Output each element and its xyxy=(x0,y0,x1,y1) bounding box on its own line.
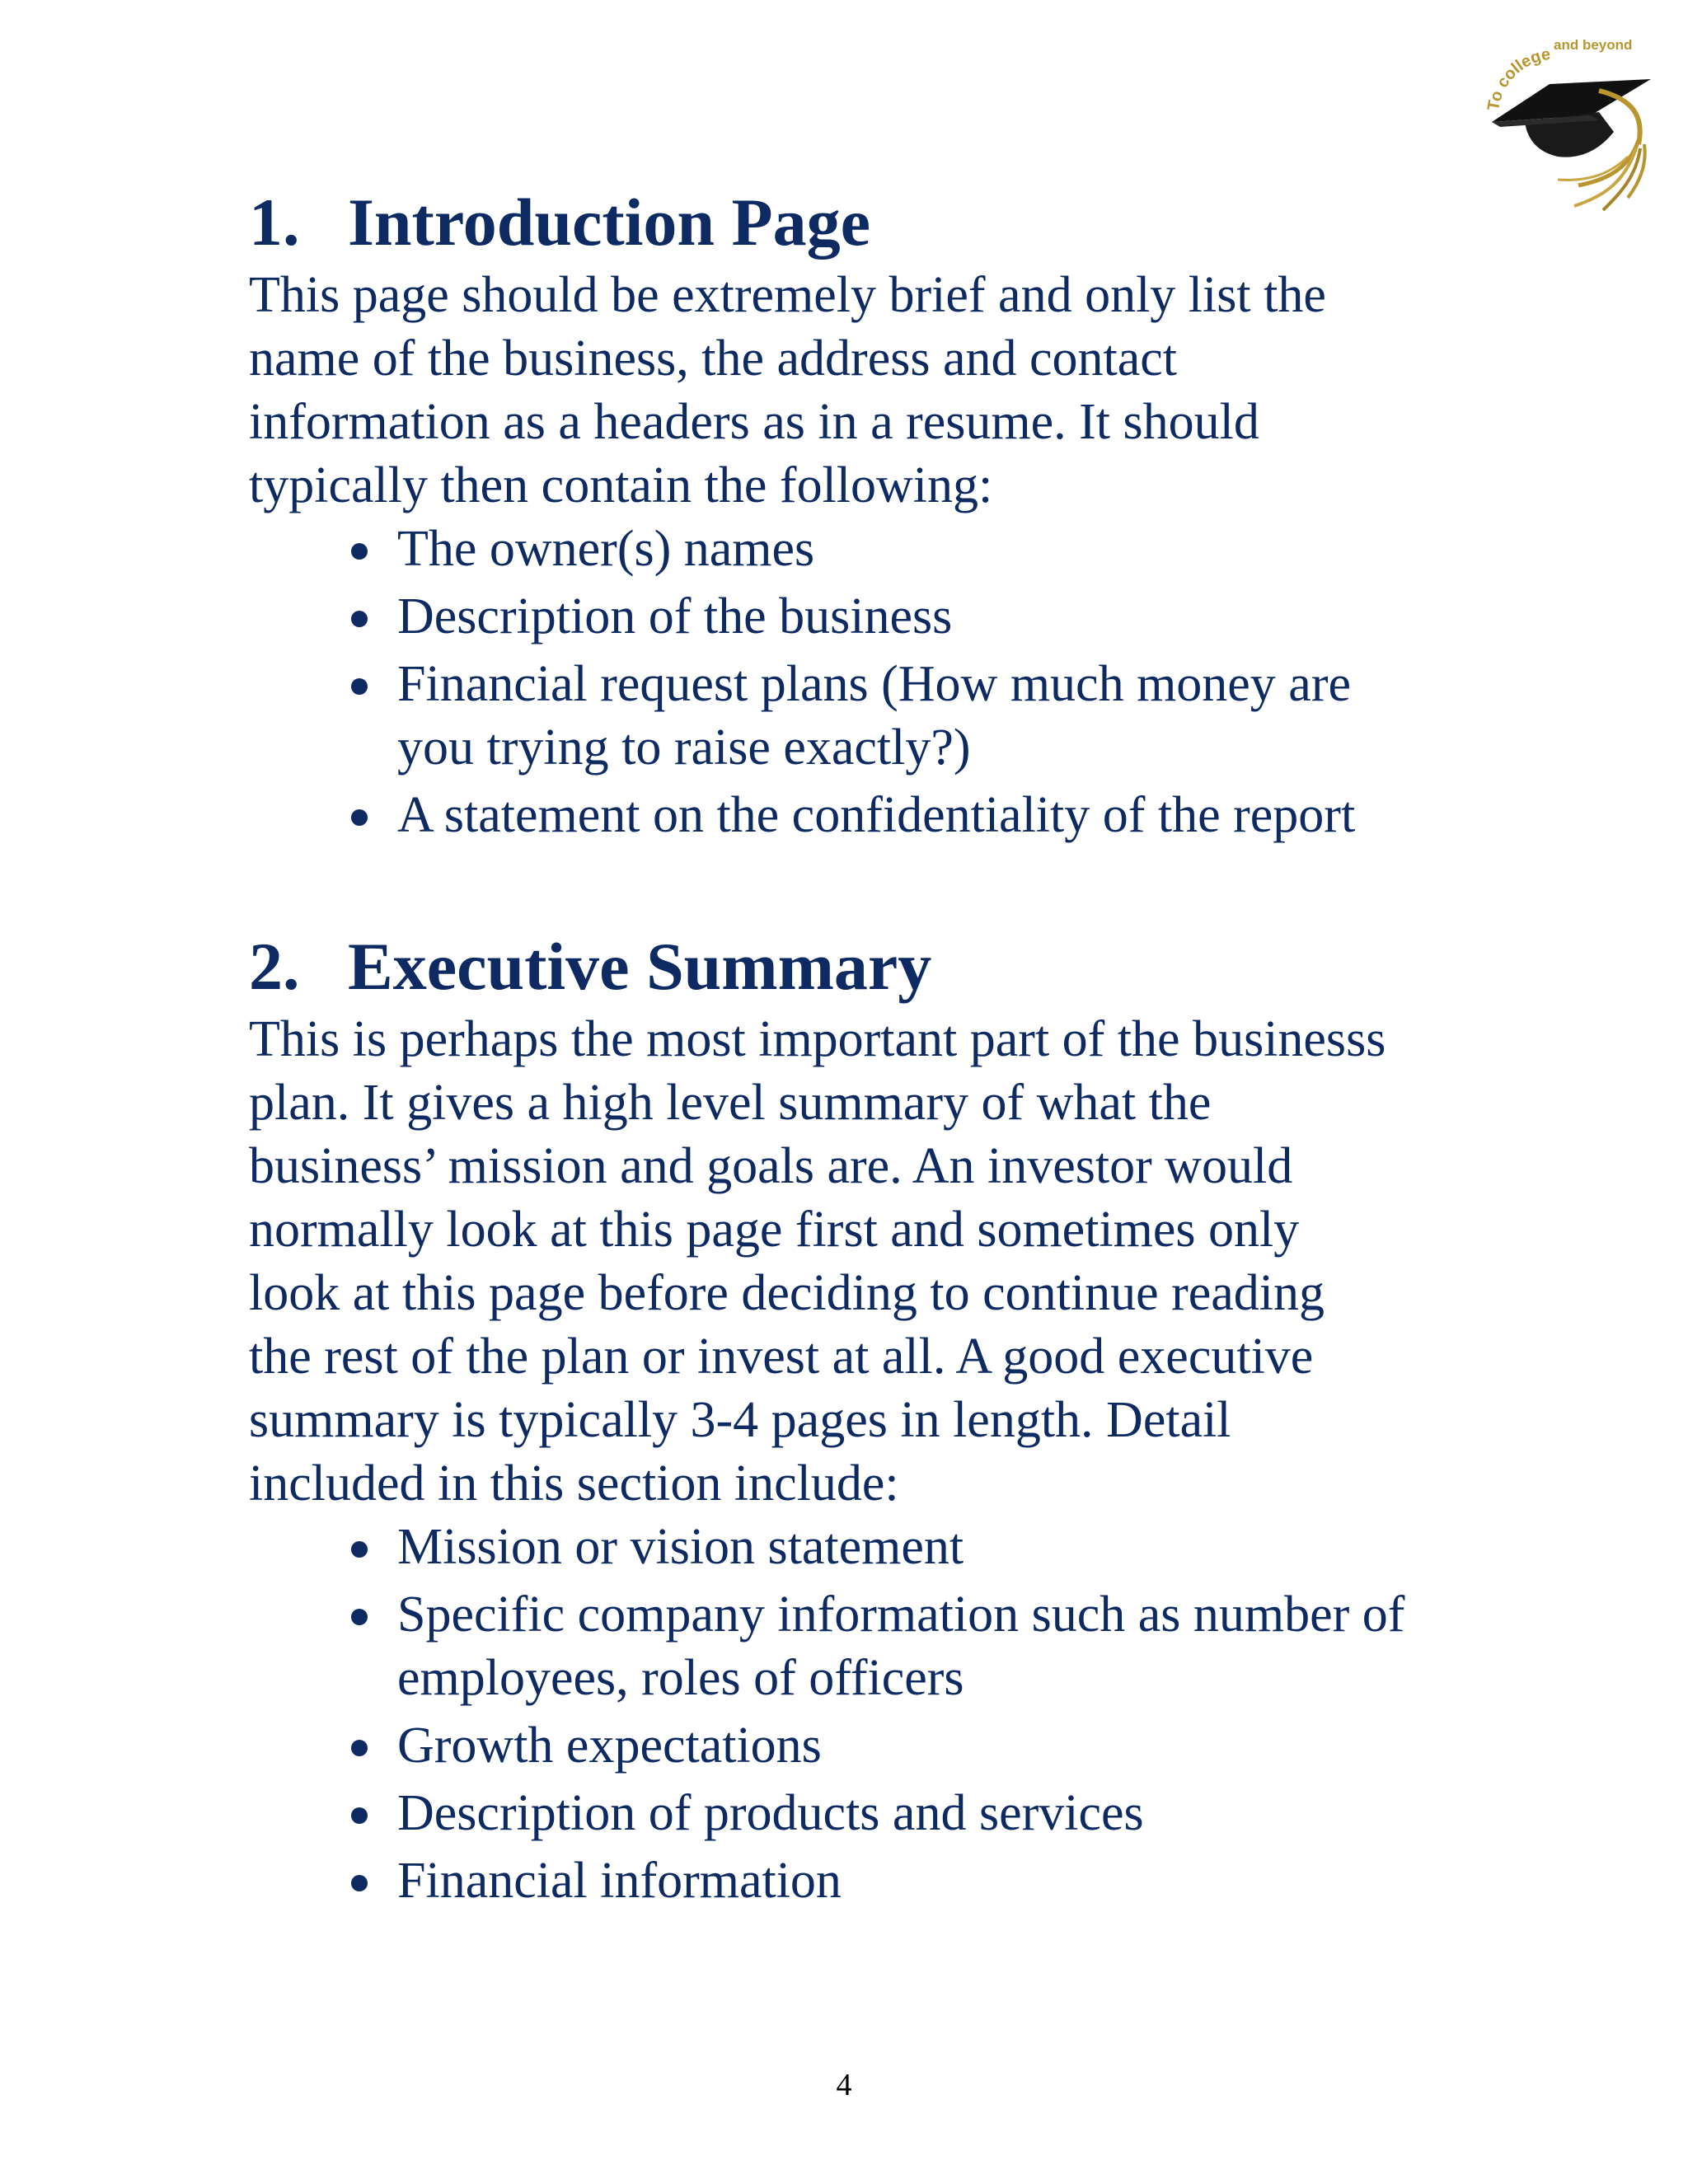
bullet-dot-icon xyxy=(351,1609,368,1625)
bullet-dot-icon xyxy=(351,1740,368,1756)
bullet-item xyxy=(397,1583,1535,1710)
paragraph-line: plan. It gives a high level summary of what the xyxy=(249,1075,1212,1131)
document-body xyxy=(249,181,1535,1917)
paragraph-line: summary is typically 3-4 pages in length. Detail xyxy=(249,1392,1231,1448)
logo-arc-text: To college xyxy=(1484,45,1552,112)
paragraph-line: This is perhaps the most important part of the businesss xyxy=(249,1011,1386,1067)
section-executive-summary xyxy=(249,926,1535,1913)
section-number: 2. xyxy=(249,929,300,1004)
paragraph-line: This page should be extremely brief and only list the xyxy=(249,267,1326,323)
bullet-text: Specific company information such as number of xyxy=(397,1586,1405,1643)
section-title: Introduction Page xyxy=(348,185,871,260)
bullet-item xyxy=(397,653,1535,780)
paragraph-line: normally look at this page first and sometimes only xyxy=(249,1202,1300,1258)
bullet-text: Financial request plans (How much money are xyxy=(397,656,1351,712)
section-title: Executive Summary xyxy=(348,929,932,1004)
bullet-text: A statement on the confidentiality of the report xyxy=(397,787,1356,843)
section-paragraph xyxy=(249,1008,1535,1516)
bullet-dot-icon xyxy=(351,809,368,826)
bullet-dot-icon xyxy=(351,1541,368,1558)
bullet-item xyxy=(397,518,1535,581)
bullet-dot-icon xyxy=(351,678,368,695)
bullet-text: employees, roles of officers xyxy=(397,1650,964,1706)
logo-top-text: and beyond xyxy=(1554,37,1633,53)
bullet-item xyxy=(397,1714,1535,1778)
section-number: 1. xyxy=(249,185,300,260)
bullet-text: The owner(s) names xyxy=(397,521,815,577)
paragraph-line: information as a headers as in a resume. It should xyxy=(249,394,1259,450)
bullet-item xyxy=(397,784,1535,847)
paragraph-line: the rest of the plan or invest at all. A good executive xyxy=(249,1329,1314,1385)
bullet-text: Description of the business xyxy=(397,588,953,644)
bullet-text: Financial information xyxy=(397,1853,842,1909)
bullet-item xyxy=(397,1849,1535,1913)
bullet-list xyxy=(249,518,1535,847)
paragraph-line: typically then contain the following: xyxy=(249,457,993,513)
section-introduction xyxy=(249,181,1535,847)
paragraph-line: business’ mission and goals are. An investor would xyxy=(249,1138,1293,1194)
bullet-list xyxy=(249,1516,1535,1913)
bullet-item xyxy=(397,1782,1535,1845)
paragraph-line: name of the business, the address and contact xyxy=(249,330,1177,387)
paragraph-line: look at this page before deciding to continue reading xyxy=(249,1265,1325,1321)
bullet-text: you trying to raise exactly?) xyxy=(397,719,971,776)
bullet-dot-icon xyxy=(351,611,368,627)
section-paragraph xyxy=(249,264,1535,518)
paragraph-line: included in this section include: xyxy=(249,1455,899,1511)
bullet-dot-icon xyxy=(351,543,368,560)
bullet-text: Description of products and services xyxy=(397,1785,1144,1841)
bullet-item xyxy=(397,1516,1535,1579)
bullet-dot-icon xyxy=(351,1875,368,1891)
page-number: 4 xyxy=(836,2068,852,2102)
bullet-item xyxy=(397,585,1535,649)
section-heading xyxy=(249,181,1535,264)
bullet-text: Mission or vision statement xyxy=(397,1519,964,1575)
bullet-dot-icon xyxy=(351,1807,368,1824)
section-heading xyxy=(249,926,1535,1008)
bullet-text: Growth expectations xyxy=(397,1718,822,1774)
